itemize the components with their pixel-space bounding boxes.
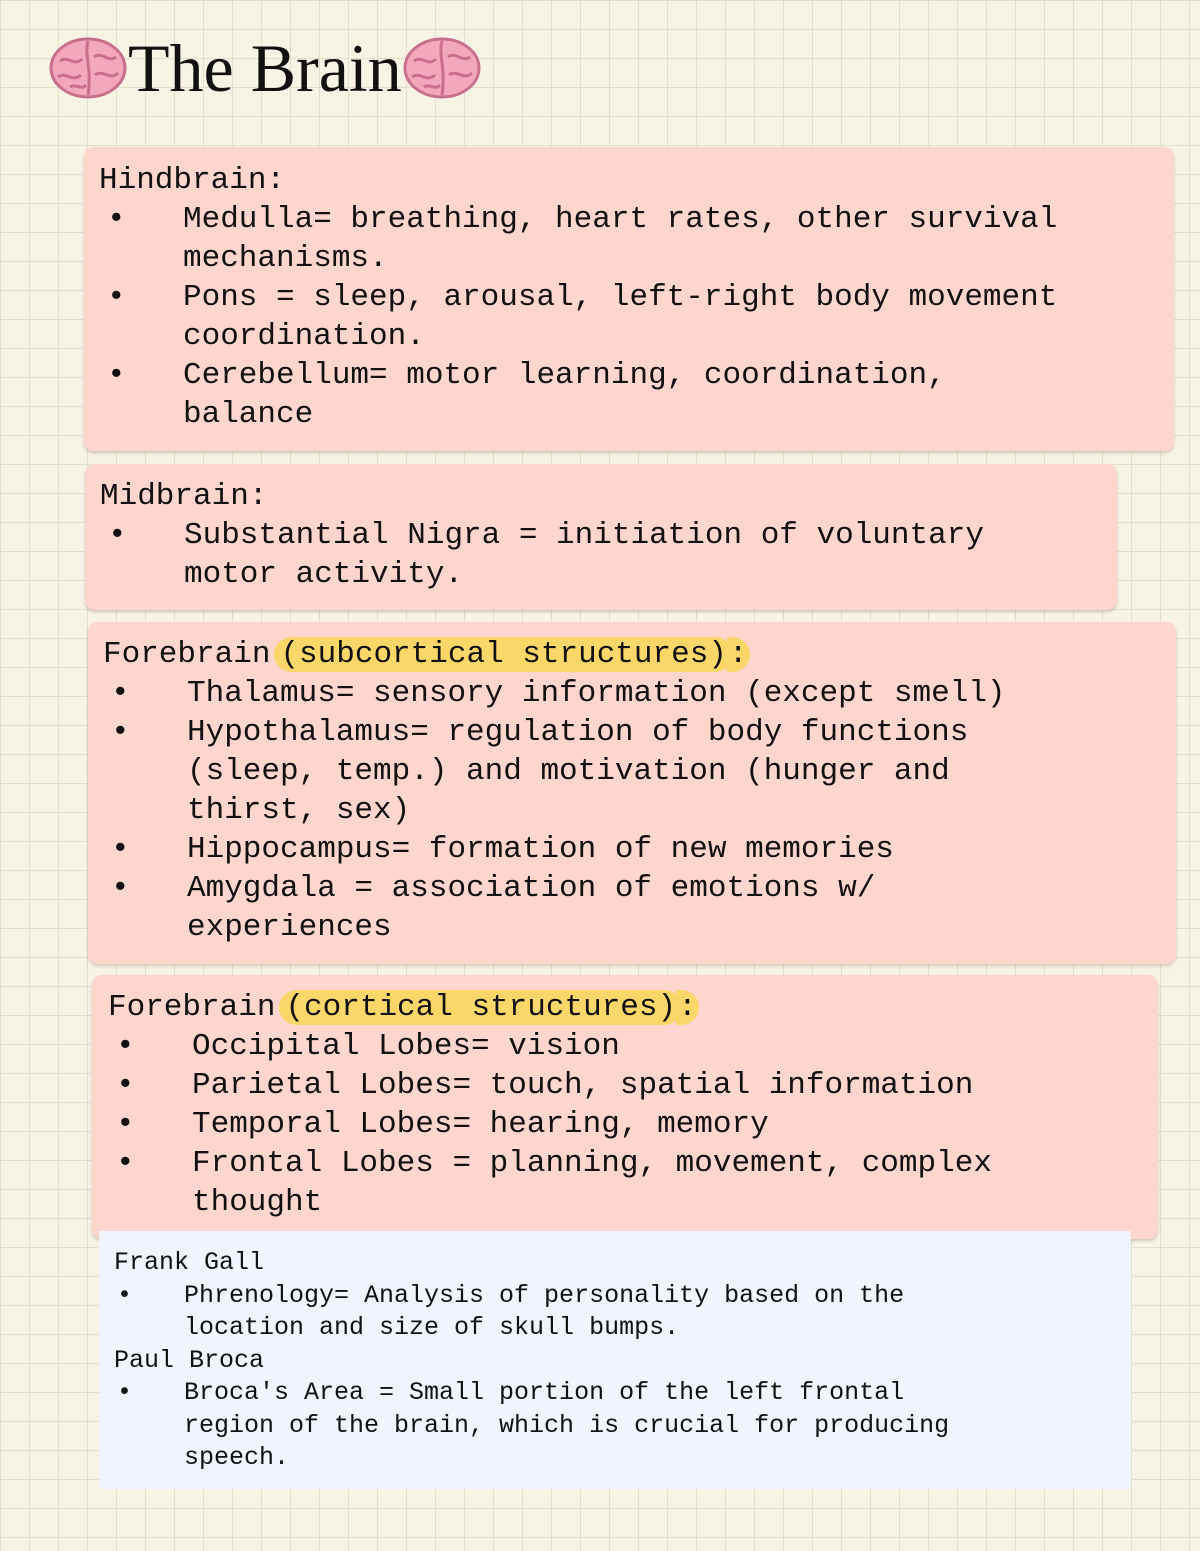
bullet: • xyxy=(116,1029,135,1064)
people-notes-card xyxy=(99,1231,1131,1489)
list-item: • Temporal Lobes= hearing, memory xyxy=(116,1107,769,1142)
bullet: • xyxy=(116,1146,135,1181)
bullet: • xyxy=(108,518,127,553)
highlight-mark: (subcortical structures) xyxy=(274,637,732,672)
bullet: • xyxy=(117,1378,133,1407)
list-item: • Hippocampus= formation of new memories xyxy=(111,832,894,867)
forebrain-subcortical-heading: Forebrain (subcortical structures): xyxy=(103,637,748,672)
bullet: • xyxy=(117,1280,133,1310)
bullet: • xyxy=(111,676,130,711)
list-item: • Amygdala = association of emotions w/ experiences xyxy=(111,871,876,945)
bullet: • xyxy=(107,358,126,393)
list-item: • Thalamus= sensory information (except smell) xyxy=(111,676,1006,711)
person-name: Paul Broca xyxy=(114,1345,265,1375)
forebrain-subcortical-card xyxy=(88,622,1176,964)
brain-icon xyxy=(48,33,128,103)
list-item: • Occipital Lobes= vision xyxy=(116,1029,620,1064)
bullet: • xyxy=(111,715,130,750)
list-item: • Medulla= breathing, heart rates, other survival mechanisms. xyxy=(107,202,1058,276)
bullet: • xyxy=(107,202,126,237)
list-item: • Phrenology= Analysis of personality based on the location and size of skull bumps. xyxy=(117,1280,905,1342)
bullet: • xyxy=(107,280,126,315)
page-title: The Brain xyxy=(128,30,402,106)
list-item: • Frontal Lobes = planning, movement, complex thought xyxy=(116,1146,992,1220)
midbrain-heading: Midbrain: xyxy=(100,479,268,514)
bullet: • xyxy=(116,1068,135,1103)
list-item: • Parietal Lobes= touch, spatial information xyxy=(116,1068,974,1103)
bullet: • xyxy=(111,832,130,867)
bullet: • xyxy=(111,871,130,906)
bullet: • xyxy=(116,1107,135,1142)
highlight-mark: (cortical structures) xyxy=(279,990,682,1025)
page-title-row xyxy=(48,26,482,110)
hindbrain-heading: Hindbrain: xyxy=(99,163,286,198)
list-item: • Broca's Area = Small portion of the left frontal region of the brain, which is crucial for producing speech. xyxy=(117,1378,950,1472)
forebrain-cortical-heading: Forebrain (cortical structures): xyxy=(108,990,697,1025)
list-item: • Pons = sleep, arousal, left-right body movement coordination. xyxy=(107,280,1058,354)
list-item: • Hypothalamus= regulation of body functions (sleep, temp.) and motivation (hunger and thirst, sex) xyxy=(111,715,969,828)
forebrain-cortical-card xyxy=(92,975,1158,1239)
brain-icon xyxy=(402,33,482,103)
list-item: • Cerebellum= motor learning, coordination, balance xyxy=(107,358,946,432)
person-name: Frank Gall xyxy=(114,1248,265,1277)
hindbrain-card xyxy=(84,147,1174,451)
list-item: • Substantial Nigra = initiation of voluntary motor activity. xyxy=(108,518,984,592)
midbrain-card xyxy=(85,464,1117,610)
